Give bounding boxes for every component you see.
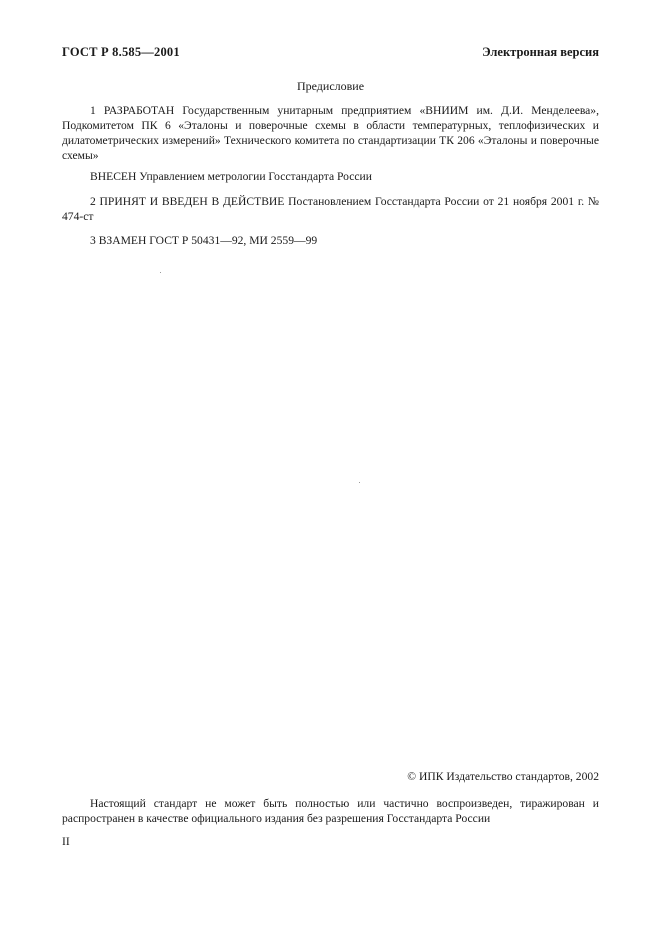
paragraph-adopted: 2 ПРИНЯТ И ВВЕДЕН В ДЕЙСТВИЕ Постановлением Госстандарта России от 21 ноября 2001 г. № 474-ст xyxy=(62,195,599,223)
edition-label: Электронная версия xyxy=(482,45,599,59)
page-number: II xyxy=(62,835,70,848)
paragraph-replaces: 3 ВЗАМЕН ГОСТ Р 50431—92, МИ 2559—99 xyxy=(90,234,318,247)
paragraph-introduced-by: ВНЕСЕН Управлением метрологии Госстандарта России xyxy=(90,170,372,183)
preface-title: Предисловие xyxy=(296,79,365,93)
scan-speck xyxy=(160,272,161,273)
scan-speck xyxy=(359,482,360,483)
reproduction-notice: Настоящий стандарт не может быть полностью или частично воспроизведен, тиражирован и распространен в качестве официального издания без разрешения Госстандарта России xyxy=(62,797,599,825)
document-id: ГОСТ Р 8.585—2001 xyxy=(62,45,180,59)
copyright-line: © ИПК Издательство стандартов, 2002 xyxy=(407,770,599,783)
paragraph-developed-by: 1 РАЗРАБОТАН Государственным унитарным предприятием «ВНИИМ им. Д.И. Менделеева», Подкомитетом ПК 6 «Эталоны и поверочные схемы в области температурных, теплофизических и дилатометрических измерений» Технического комитета по стандартизации ТК 206 «Эталоны и поверочные схемы» xyxy=(62,104,599,162)
